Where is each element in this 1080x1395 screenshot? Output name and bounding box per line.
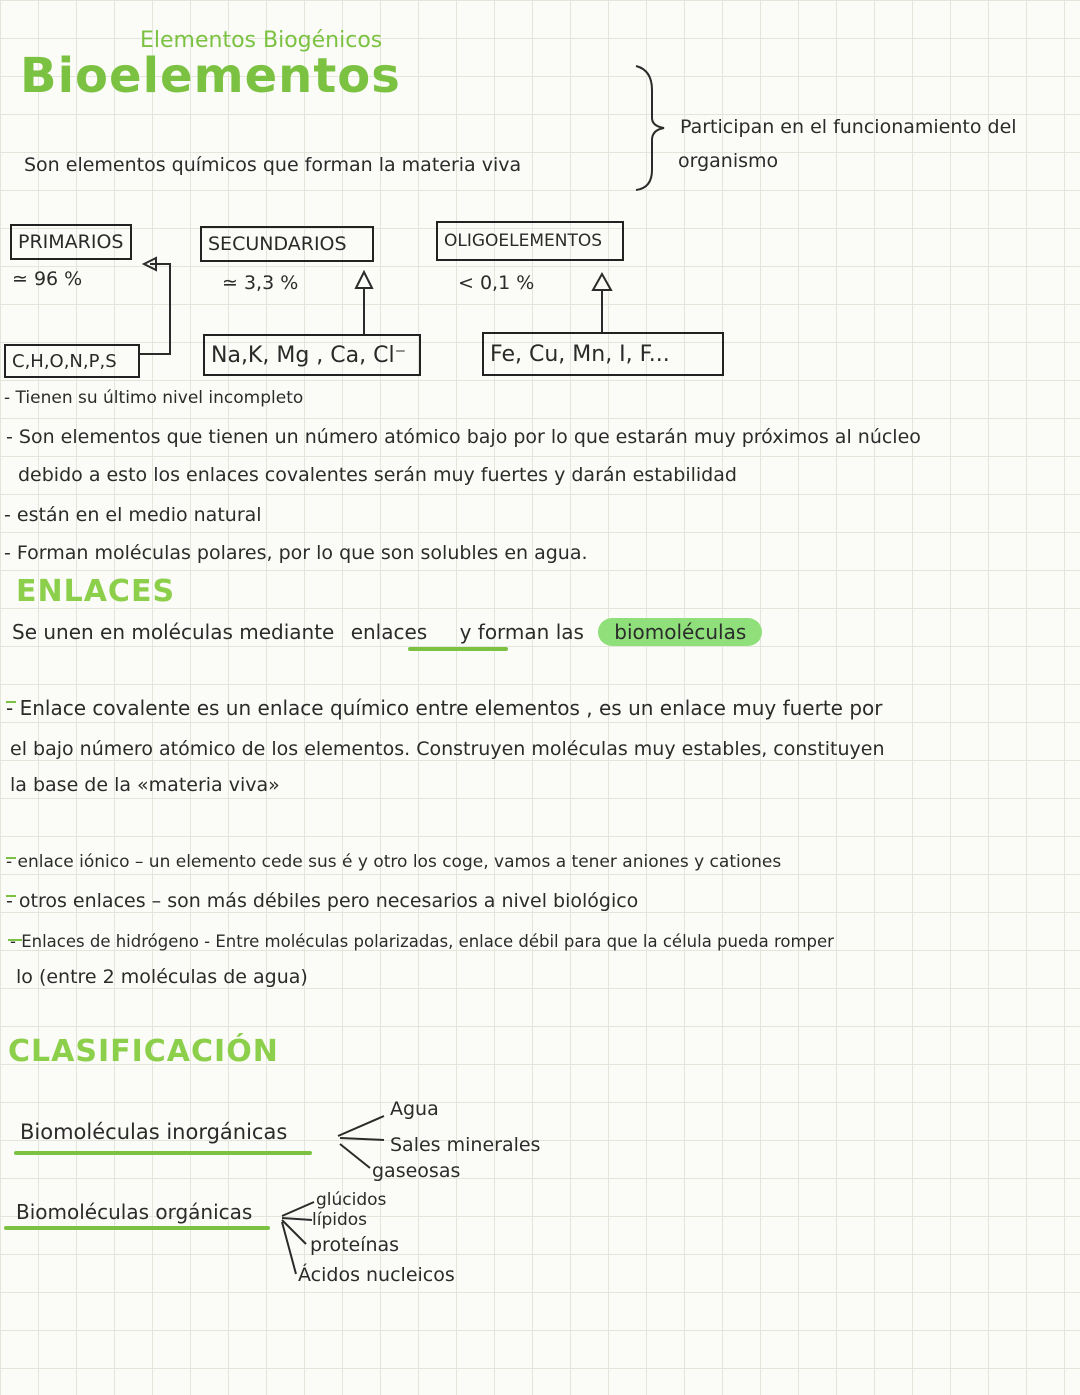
inorganic-item-sales: Sales minerales: [390, 1134, 541, 1156]
elements-oligoelementos: Fe, Cu, Mn, I, F...: [482, 332, 724, 376]
enlaces-intro-prefix: Se unen en moléculas mediante: [12, 620, 335, 644]
category-secundarios: SECUNDARIOS: [200, 226, 374, 262]
elements-primarios: C,H,O,N,P,S: [4, 344, 140, 378]
inorganic-item-agua: Agua: [390, 1098, 439, 1120]
category-primarios: PRIMARIOS: [10, 224, 132, 260]
branch-organic: [282, 1202, 314, 1274]
enlaces-heading: ENLACES: [16, 574, 176, 609]
covalent-line3: la base de la «materia viva»: [10, 774, 280, 796]
definition-text: Son elementos químicos que forman la materia viva: [24, 154, 522, 176]
other-bonds-text: - otros enlaces – son más débiles pero necesarios a nivel biológico: [6, 890, 639, 912]
property-2-cont: debido a esto los enlaces covalentes serán muy fuertes y darán estabilidad: [18, 464, 737, 486]
inorganic-item-gaseosas: gaseosas: [372, 1160, 461, 1182]
hydrogen-bond-line1: - Enlaces de hidrógeno - Entre moléculas polarizadas, enlace débil para que la célula pueda romper: [10, 932, 834, 951]
enlaces-intro-mid: y forman las: [459, 620, 584, 644]
page-subtitle: Elementos Biogénicos: [140, 28, 383, 53]
biomoleculas-highlight: biomoléculas: [598, 618, 762, 646]
arrow-primarios: [140, 264, 170, 354]
enlaces-intro-keyword: enlaces: [350, 620, 428, 644]
branch-inorganic: [338, 1116, 384, 1168]
property-4: - Forman moléculas polares, por lo que son solubles en agua.: [4, 542, 588, 564]
organic-item-lipidos: lípidos: [312, 1210, 368, 1230]
ionic-bond-text: - enlace iónico – un elemento cede sus é y otro los coge, vamos a tener aniones y cationes: [6, 852, 782, 872]
inorganic-label: Biomoléculas inorgánicas: [20, 1120, 288, 1144]
function-note-line1: Participan en el funcionamiento del: [680, 116, 1017, 138]
covalent-line2: el bajo número atómico de los elementos. Construyen moléculas muy estables, constituyen: [10, 738, 885, 760]
function-note-line2: organismo: [678, 150, 779, 172]
organic-label: Biomoléculas orgánicas: [16, 1200, 253, 1224]
property-1: - Tienen su último nivel incompleto: [4, 388, 304, 408]
organic-item-proteinas: proteínas: [310, 1234, 400, 1256]
percent-primarios: ≃ 96 %: [12, 268, 83, 290]
property-2: - Son elementos que tienen un número atómico bajo por lo que estarán muy próximos al núcleo: [6, 426, 921, 448]
covalent-line1: - Enlace covalente es un enlace químico entre elementos , es un enlace muy fuerte por: [6, 696, 883, 720]
percent-oligoelementos: < 0,1 %: [458, 272, 535, 294]
organic-item-glucidos: glúcidos: [316, 1190, 387, 1210]
page-title: Bioelementos: [20, 48, 401, 104]
category-oligoelementos: OLIGOELEMENTOS: [436, 221, 624, 261]
hydrogen-bond-line2: lo (entre 2 moléculas de agua): [16, 966, 308, 988]
property-3: - están en el medio natural: [4, 504, 262, 526]
curly-brace: [636, 66, 664, 190]
percent-secundarios: ≃ 3,3 %: [222, 272, 299, 294]
organic-item-acidos: Ácidos nucleicos: [298, 1264, 455, 1286]
elements-secundarios: Na,K, Mg , Ca, Cl⁻: [203, 334, 421, 376]
clasificacion-heading: CLASIFICACIÓN: [8, 1034, 279, 1069]
